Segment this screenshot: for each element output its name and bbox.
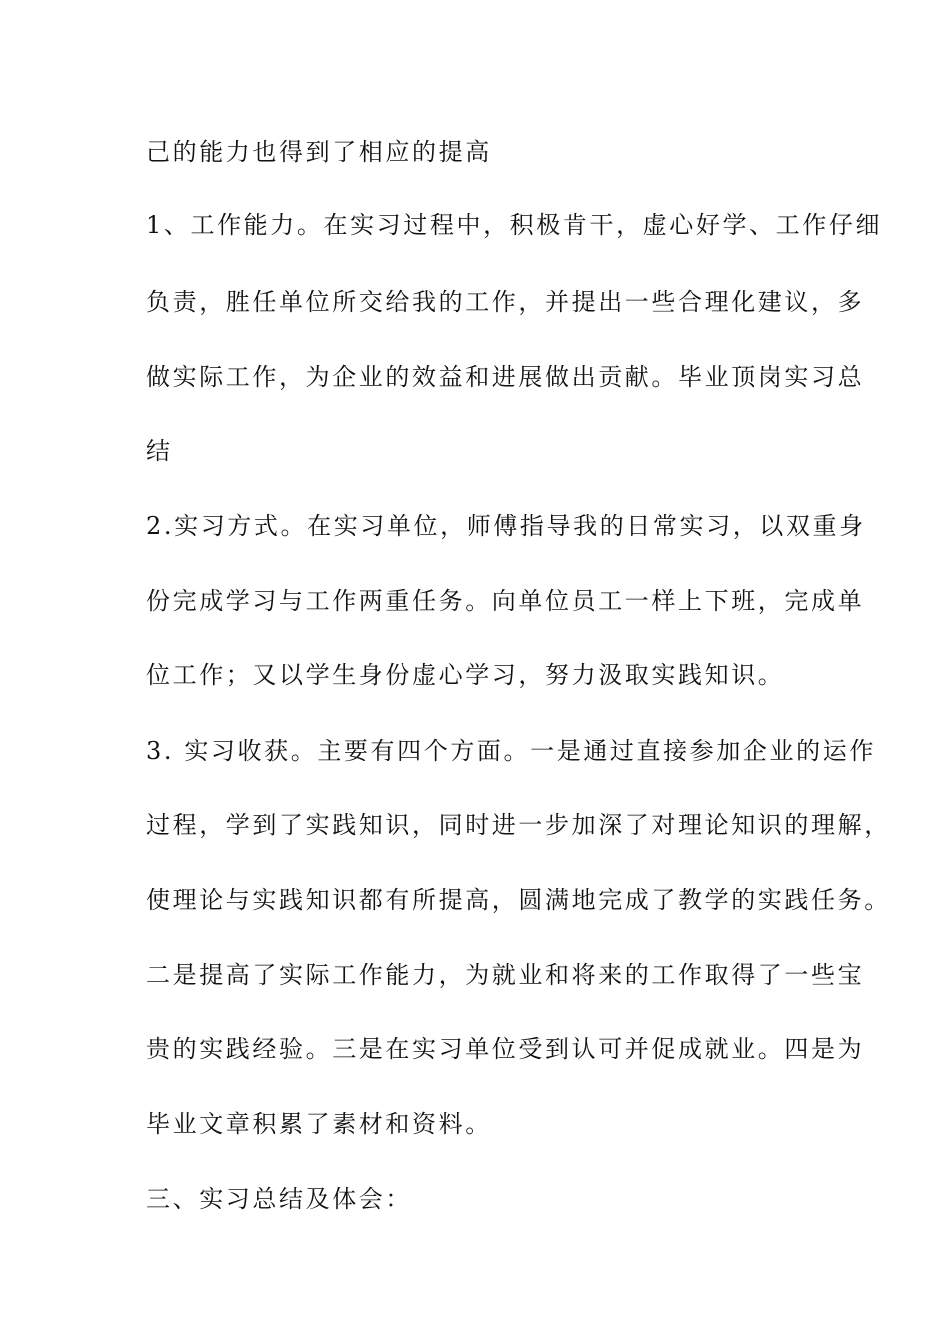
text-line: 份完成学习与工作两重任务。向单位员工一样上下班，完成单 (146, 587, 865, 615)
text-line: 三、实习总结及体会： (146, 1185, 412, 1213)
text-line: 二是提高了实际工作能力，为就业和将来的工作取得了一些宝 (146, 961, 865, 989)
text-line: 做实际工作，为企业的效益和进展做出贡献。毕业顶岗实习总 (146, 363, 865, 391)
text-line: 己的能力也得到了相应的提高 (146, 138, 492, 166)
text-line: 3. 实习收获。主要有四个方面。一是通过直接参加企业的运作 (146, 737, 876, 765)
text-line: 2.实习方式。在实习单位，师傅指导我的日常实习，以双重身 (146, 512, 866, 540)
text-line: 结 (146, 437, 173, 465)
text-line: 负责，胜任单位所交给我的工作，并提出一些合理化建议，多 (146, 288, 865, 316)
text-line: 位工作；又以学生身份虚心学习，努力汲取实践知识。 (146, 661, 785, 689)
text-line: 过程，学到了实践知识，同时进一步加深了对理论知识的理解， (146, 811, 891, 839)
text-line: 使理论与实践知识都有所提高，圆满地完成了教学的实践任务。 (146, 886, 891, 914)
text-line: 贵的实践经验。三是在实习单位受到认可并促成就业。四是为 (146, 1035, 865, 1063)
text-line: 1、工作能力。在实习过程中，积极肯干，虚心好学、工作仔细 (146, 211, 883, 239)
text-line: 毕业文章积累了素材和资料。 (146, 1110, 492, 1138)
